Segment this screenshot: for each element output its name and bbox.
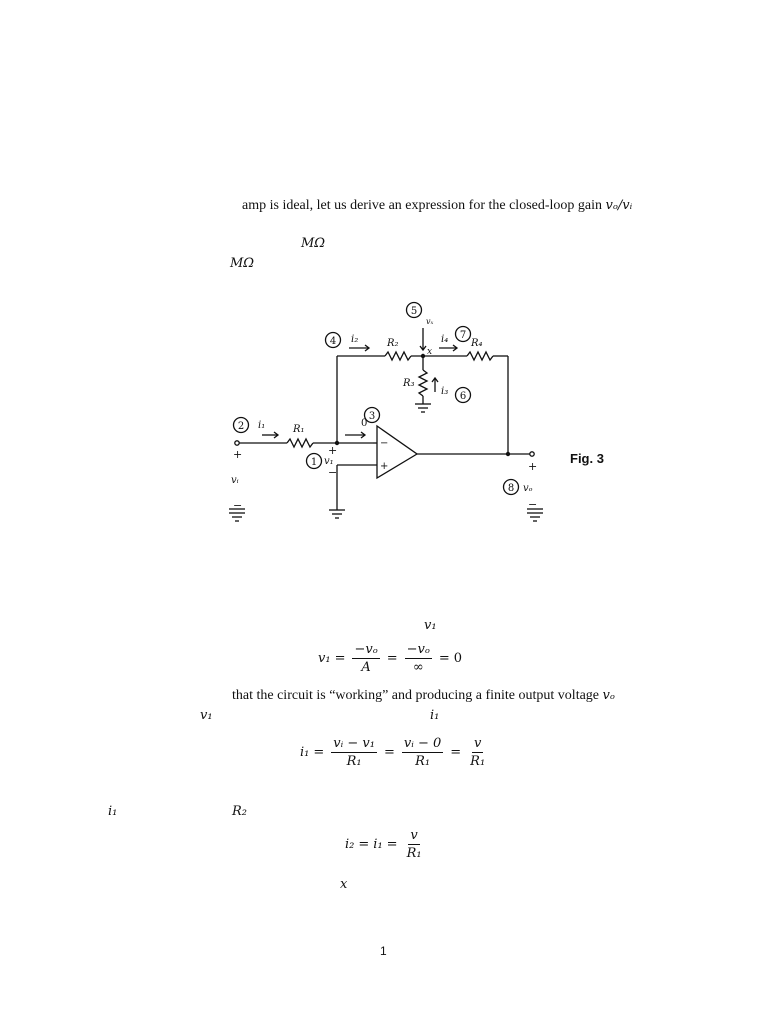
label-r4: R₄: [471, 338, 483, 349]
minus-v1: −: [328, 466, 338, 479]
eq1-frac-1-num: −vₒ: [354, 642, 378, 657]
eq1-equals-1: =: [334, 651, 346, 666]
label-i4: i₄: [441, 334, 449, 345]
working-text: that the circuit is “working” and producing a finite output voltage: [232, 688, 603, 703]
eq3-equals-2: =: [386, 837, 398, 852]
working-line: [232, 688, 615, 704]
intro-text: amp is ideal, let us derive an expression for the closed-loop gain: [242, 198, 606, 213]
eq1-rhs: 0: [453, 651, 463, 666]
node-6: 6: [459, 391, 467, 402]
eq2-frac-3-den: R₁: [470, 754, 486, 769]
label-r3: R₃: [403, 378, 415, 389]
intro-line: [242, 198, 632, 214]
equation-2: [300, 736, 490, 769]
eq3-lhs: i₂: [345, 837, 355, 852]
opamp-noninverting: +: [380, 461, 389, 472]
node-4: 4: [329, 336, 337, 347]
label-v1: v₁: [324, 456, 334, 467]
plus-output: +: [528, 460, 538, 473]
vo-inline: vₒ: [602, 688, 615, 703]
eq1-frac-2-num: −vₒ: [406, 642, 430, 657]
eq1-frac-2: [405, 642, 432, 675]
label-r1: R₁: [293, 424, 305, 435]
label-r2: R₂: [387, 338, 399, 349]
node-3: 3: [368, 411, 376, 422]
eq2-lhs: i₁: [300, 745, 310, 760]
page-number: 1: [380, 944, 387, 958]
gain-expression: vₒ/vᵢ: [605, 198, 633, 213]
unit-mohm-1: MΩ: [301, 236, 326, 251]
node-2: 2: [237, 421, 245, 432]
eq2-frac-1: [331, 736, 377, 769]
opamp-inverting: −: [380, 438, 389, 449]
node-5: 5: [410, 306, 418, 317]
eq1-frac-1-den: A: [361, 660, 371, 675]
r2-label: R₂: [232, 804, 247, 819]
equation-1: [318, 642, 462, 675]
equation-3: [345, 828, 427, 861]
eq3-equals-1: =: [358, 837, 370, 852]
label-i2: i₂: [351, 334, 359, 345]
eq2-frac-2: [402, 736, 443, 769]
eq2-frac-2-den: R₁: [415, 754, 431, 769]
i1-label-left: i₁: [108, 804, 118, 819]
eq2-frac-1-den: R₁: [346, 754, 362, 769]
eq2-frac-2-num: vᵢ − 0: [403, 736, 442, 751]
eq3-frac: [405, 828, 424, 861]
eq1-equals-3: =: [438, 651, 450, 666]
eq3-mid: i₁: [373, 837, 383, 852]
eq3-frac-den: R₁: [406, 846, 422, 861]
minus-input: −: [233, 499, 243, 512]
eq2-equals-1: =: [313, 745, 325, 760]
node-7: 7: [459, 330, 467, 341]
minus-output: −: [528, 498, 538, 511]
plus-v1: +: [328, 444, 338, 457]
x-label: x: [340, 877, 348, 892]
unit-mohm-2: MΩ: [230, 256, 255, 271]
label-vx: vₓ: [426, 317, 434, 326]
eq2-frac-3-num: v: [473, 736, 482, 751]
eq2-frac-3: [468, 736, 487, 769]
label-i3: i₃: [441, 386, 449, 397]
eq1-frac-2-den: ∞: [412, 660, 424, 675]
figure-caption: Fig. 3: [570, 451, 604, 466]
v1-label-left: v₁: [200, 708, 213, 723]
eq2-equals-3: =: [450, 745, 462, 760]
node-1: 1: [310, 457, 318, 468]
label-zero: 0: [361, 418, 368, 429]
node-8: 8: [507, 483, 515, 494]
label-i1: i₁: [258, 420, 266, 431]
circuit-diagram: [225, 298, 555, 530]
plus-input: +: [233, 448, 243, 461]
eq2-frac-1-num: vᵢ − v₁: [333, 736, 375, 751]
eq1-lhs: v₁: [318, 651, 331, 666]
eq1-frac-1: [352, 642, 379, 675]
label-vi: vᵢ: [231, 475, 239, 486]
label-vo: vₒ: [523, 483, 533, 494]
eq1-equals-2: =: [386, 651, 398, 666]
eq3-frac-num: v: [410, 828, 418, 843]
label-x: x: [427, 347, 433, 357]
i1-label-right: i₁: [430, 708, 440, 723]
v1-label-top: v₁: [424, 618, 437, 633]
eq2-equals-2: =: [383, 745, 395, 760]
